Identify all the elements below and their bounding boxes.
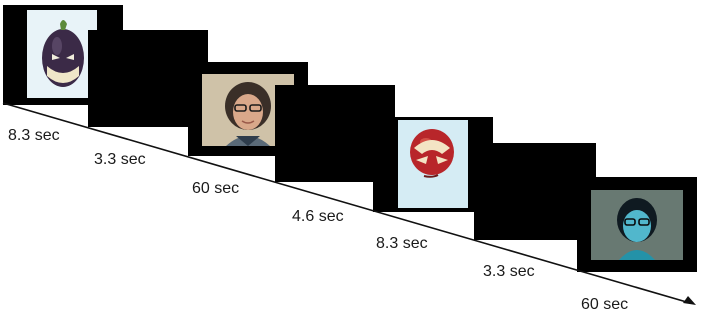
duration-label-7: 60 sec bbox=[581, 296, 629, 313]
duration-label-2: 3.3 sec bbox=[94, 151, 146, 168]
duration-label-6: 3.3 sec bbox=[483, 263, 535, 280]
duration-label-1: 8.3 sec bbox=[8, 127, 60, 144]
duration-label-5: 8.3 sec bbox=[376, 235, 428, 252]
duration-label-3: 60 sec bbox=[192, 180, 240, 197]
duration-label-4: 4.6 sec bbox=[292, 208, 344, 225]
